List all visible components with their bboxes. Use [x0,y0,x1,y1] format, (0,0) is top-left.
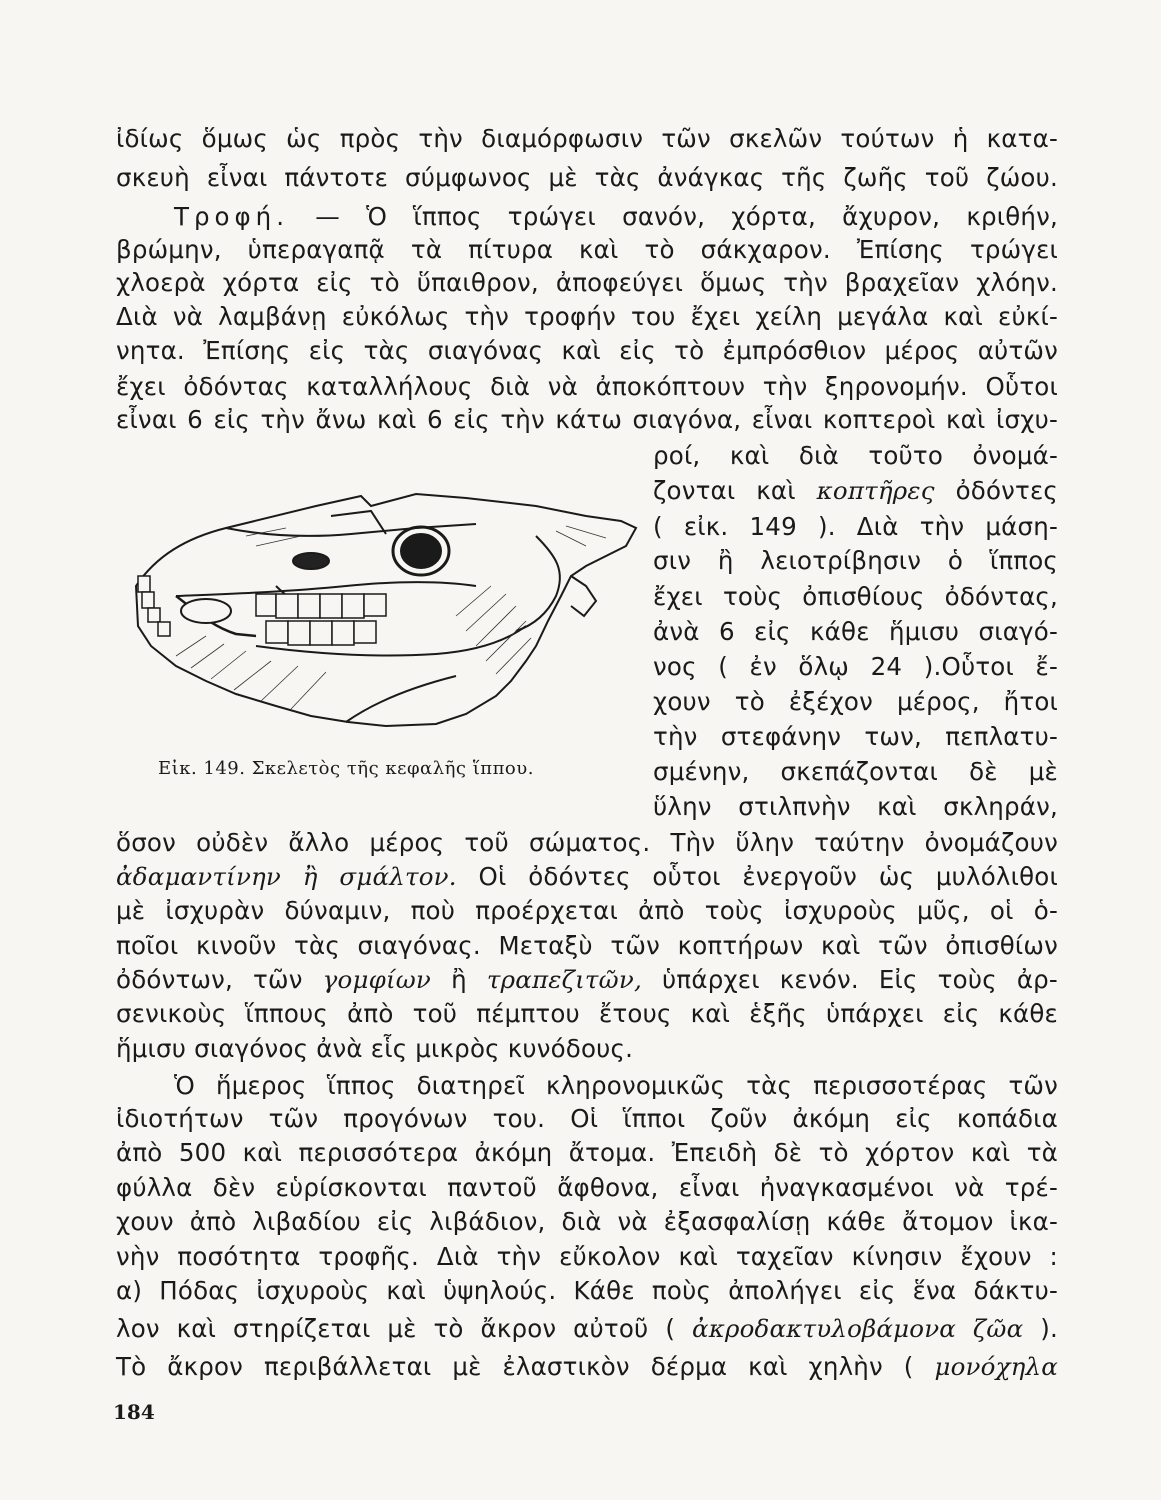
incisors [138,576,170,636]
horse-skull-figure [116,476,656,731]
wrap-line: σιν ἢ λειοτρίβησιν ὁ ἵππος [653,546,1058,575]
shading [176,526,606,709]
text-line: ἰδιοτήτων τῶν προγόνων του. Οἱ ἵπποι ζοῦν ἀκόμη εἰς κοπάδια [116,1104,1058,1133]
text-line: σενικοὺς ἵππους ἀπὸ τοῦ πέμπτου ἔτους καὶ ἑξῆς ὑπάρχει εἰς κάθε [116,999,1058,1028]
upper-teeth [256,594,386,618]
text-line-part: λον καὶ στηρίζεται μὲ τὸ ἄκρον αὐτοῦ ( [116,1314,676,1343]
text-line: χλοερὰ χόρτα εἰς τὸ ὕπαιθρον, ἀποφεύγει ὅμως τὴν βραχεῖαν χλόην. [116,268,1058,297]
italic-term: ἀκροδακτυλοβάμονα ζῶα [691,1314,1024,1343]
wrap-line: σμένην, σκεπάζονται δὲ μὲ [653,757,1058,786]
text-line: ἥμισυ σιαγόνος ἀνὰ εἷς μικρὸς κυνόδους. [116,1034,634,1063]
text-line: σκευὴ εἶναι πάντοτε σύμφωνος μὲ τὰς ἀνάγκας τῆς ζωῆς τοῦ ζώου. [116,163,1058,192]
wrap-line: ὕλην στιλπνὴν καὶ σκληράν, [653,792,1058,821]
text-line: ἔχει ὀδόντας καταλλήλους διὰ νὰ ἀποκόπτουν τὴν ξηρονομήν. Οὗτοι [116,372,1058,401]
wrap-line: ροί, καὶ διὰ τοῦτο ὀνομά- [653,441,1058,470]
wrap-line: τὴν στεφάνην των, πεπλατυ- [653,722,1058,751]
text-line: ὅσον οὐδὲν ἄλλο μέρος τοῦ σώματος. Τὴν ὕλην ταύτην ὀνομάζουν [116,828,1058,857]
text-line [116,862,1058,892]
text-line: ἀπὸ 500 καὶ περισσότερα ἀκόμη ἄτομα. Ἐπειδὴ δὲ τὸ χόρτον καὶ τὰ [116,1138,1058,1167]
italic-term: γομφίων [322,965,432,994]
text-line: α) Πόδας ἰσχυροὺς καὶ ὑψηλούς. Κάθε ποὺς ἀπολήγει εἰς ἕνα δάκτυ- [116,1276,1058,1305]
text-line-part: ὑπάρχει κενόν. Εἰς τοὺς ἀρ- [662,965,1058,994]
text-line-part: Τὸ ἄκρον περιβάλλεται μὲ ἐλαστικὸν δέρμα καὶ χηλὴν ( [116,1352,914,1381]
text-line-part: ). [1040,1314,1058,1343]
text-line: βρώμην, ὑπεραγαπᾷ τὰ πίτυρα καὶ τὸ σάκχαρον. Ἐπίσης τρώγει [116,235,1058,264]
text-line: φύλλα δὲν εὑρίσκονται παντοῦ ἄφθονα, εἶναι ἠναγκασμένοι νὰ τρέ- [116,1173,1058,1202]
text-line [116,1352,1058,1382]
text-line [116,965,1058,995]
text-line: Διὰ νὰ λαμβάνῃ εὐκόλως τὴν τροφήν του ἔχει χείλη μεγάλα καὶ εὐκί- [116,302,1058,331]
text-line: νὴν ποσότητα τροφῆς. Διὰ τὴν εὔκολον καὶ ταχεῖαν κίνησιν ἔχουν : [116,1242,1058,1271]
section-first-line-text: — Ὁ ἵππος τρώγει σανόν, χόρτα, ἄχυρον, κριθήν, [315,202,1058,231]
wrap-line: νος ( ἐν ὅλῳ 24 ).Οὗτοι ἔ- [653,652,1058,681]
italic-term: μονόχηλα [934,1352,1058,1381]
wrap-line: ( εἰκ. 149 ). Διὰ τὴν μάση- [653,512,1058,541]
lower-teeth [266,621,376,645]
italic-term: ἀδαμαντίνην ἢ σμάλτον. [116,862,457,891]
text-line-part: ἢ [451,965,467,994]
text-line-rest: Οἱ ὀδόντες οὗτοι ἐνεργοῦν ὡς μυλόλιθοι [478,862,1058,891]
text-line [116,1314,1058,1344]
text-line: νητα. Ἐπίσης εἰς τὰς σιαγόνας καὶ εἰς τὸ ἐμπρόσθιον μέρος αὐτῶν [116,336,1058,365]
text-line: ἰδίως ὅμως ὡς πρὸς τὴν διαμόρφωσιν τῶν σκελῶν τούτων ἡ κατα- [116,124,1058,153]
section-heading: Τροφή. [174,202,289,231]
wrap-line: χουν τὸ ἐξέχον μέρος, ἤτοι [653,687,1058,716]
italic-term: τραπεζιτῶν, [486,965,642,994]
wrap-line [653,476,1058,506]
text-line: μὲ ἰσχυρὰν δύναμιν, ποὺ προέρχεται ἀπὸ τοὺς ἰσχυροὺς μῦς, οἱ ὁ- [116,896,1058,925]
text-line: ποῖοι κινοῦν τὰς σιαγόνας. Μεταξὺ τῶν κοπτήρων καὶ τῶν ὀπισθίων [116,931,1058,960]
text-line: χουν ἀπὸ λιβαδίου εἰς λιβάδιον, διὰ νὰ ἐξασφαλίσῃ κάθε ἄτομον ἱκα- [116,1207,1058,1236]
figure-caption: Εἰκ. 149. Σκελετὸς τῆς κεφαλῆς ἵππου. [158,758,534,779]
page-number: 184 [113,1400,155,1424]
wrap-line-text: ζονται καὶ [653,476,796,505]
wrap-line-text: ὀδόντες [955,476,1058,505]
wrap-line: ἔχει τοὺς ὀπισθίους ὀδόντας, [653,582,1058,611]
italic-term: κοπτῆρες [816,476,935,505]
text-line: εἶναι 6 εἰς τὴν ἄνω καὶ 6 εἰς τὴν κάτω σιαγόνα, εἶναι κοπτεροὶ καὶ ἰσχυ- [116,405,1058,434]
wrap-line: ἀνὰ 6 εἰς κάθε ἥμισυ σιαγό- [653,617,1058,646]
section-first-line [174,202,1058,232]
text-line: Ὁ ἥμερος ἵππος διατηρεῖ κληρονομικῶς τὰς περισσοτέρας τῶν [174,1071,1058,1100]
text-line-part: ὀδόντων, τῶν [116,965,303,994]
